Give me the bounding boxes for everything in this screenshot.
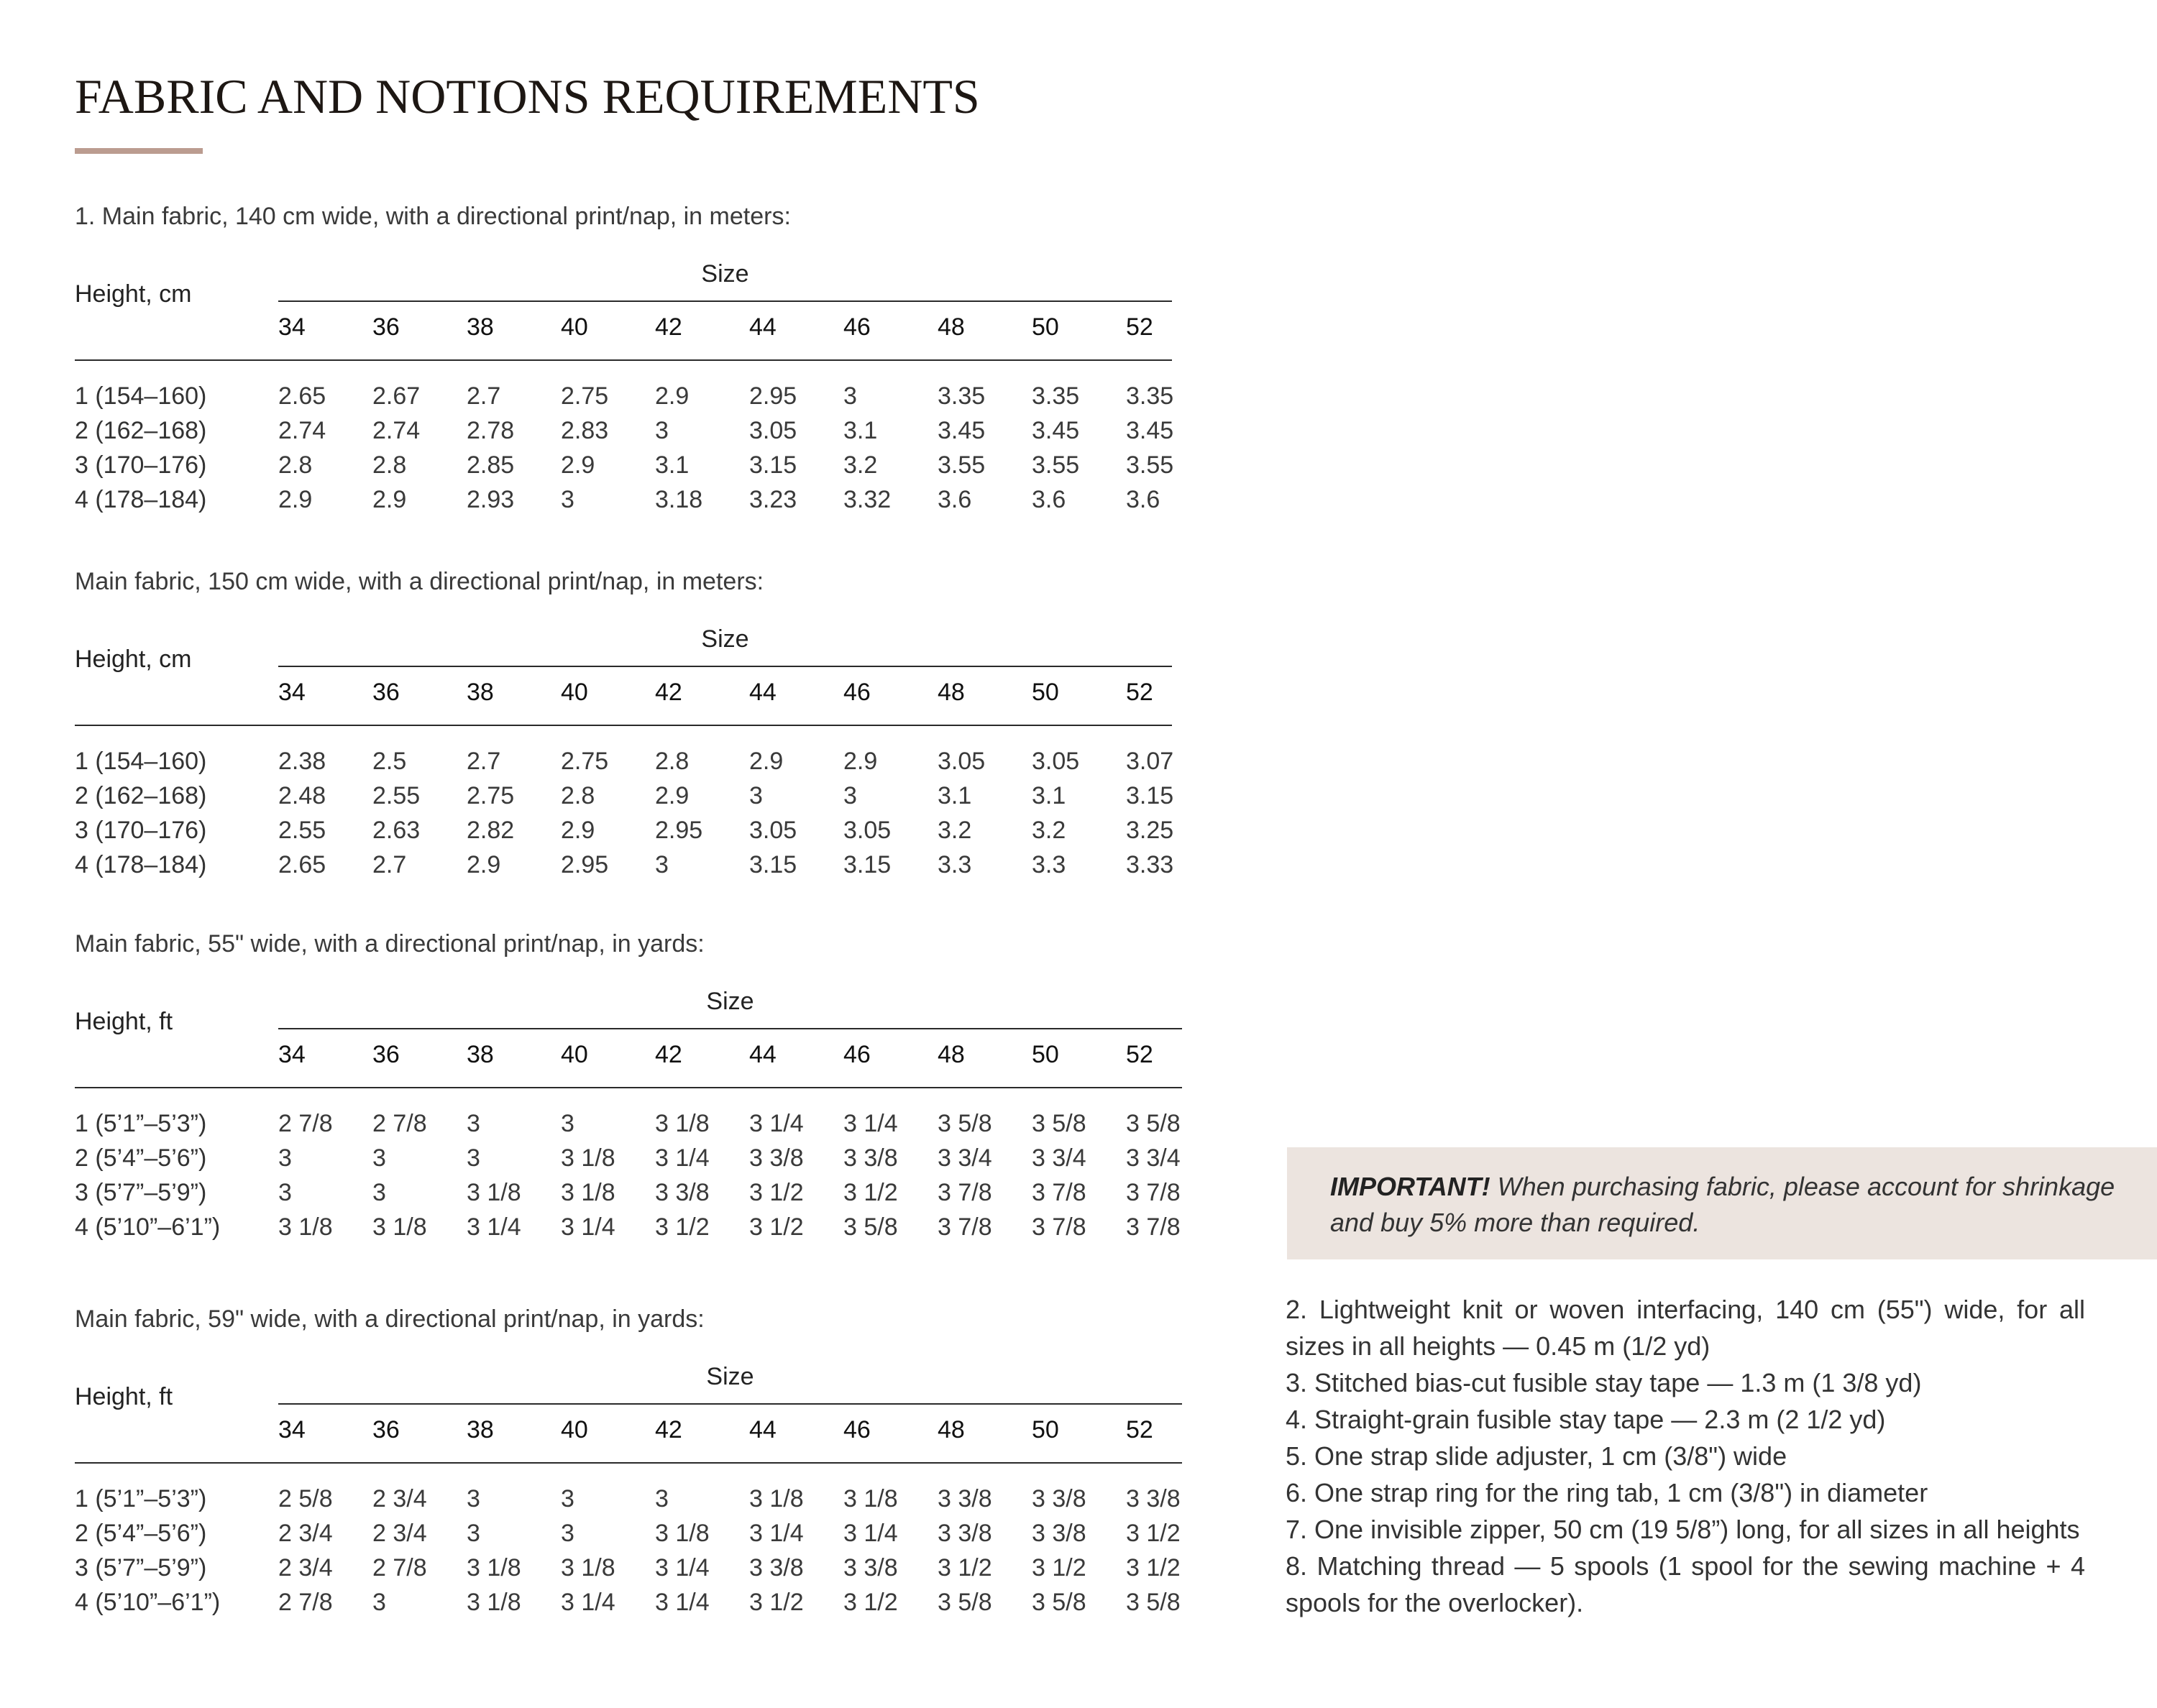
size-label: Size (701, 625, 749, 653)
table-cell: 3 (278, 1144, 292, 1172)
table-cell: 3 3/8 (1032, 1485, 1086, 1512)
fabric-table-section (75, 1305, 1196, 1643)
table-cell: 3 1/2 (843, 1179, 898, 1206)
table-cell: 2.7 (372, 851, 407, 878)
size-label: Size (706, 988, 754, 1015)
table-cell: 2.8 (655, 748, 690, 775)
size-header-cell: 44 (749, 313, 777, 341)
table-cell: 2.38 (278, 748, 326, 775)
table-cell: 3 1/2 (1032, 1554, 1086, 1581)
table-cell: 3.07 (1126, 748, 1174, 775)
size-header-cell: 50 (1032, 1416, 1059, 1443)
table-cell: 3.05 (749, 417, 797, 444)
table-cell: 2.9 (655, 382, 690, 410)
table-cell: 3 7/8 (938, 1213, 992, 1241)
table-cell: 3 7/8 (1032, 1179, 1086, 1206)
size-header-cell: 36 (372, 1041, 400, 1068)
table-cell: 2.95 (561, 851, 609, 878)
table-cell: 3.32 (843, 486, 892, 513)
size-header-cell: 36 (372, 313, 400, 341)
table-cell: 3.35 (1032, 382, 1080, 410)
table-cell: 3 (467, 1144, 480, 1172)
table-cell: 3.15 (1126, 782, 1174, 809)
table-cell: 3 (278, 1179, 292, 1206)
size-header-cell: 52 (1126, 679, 1153, 706)
table-cell: 3.15 (749, 851, 797, 878)
table-cell: 2 3/4 (278, 1554, 333, 1581)
row-height-label: 4 (178–184) (75, 851, 207, 878)
table-cell: 3.15 (843, 851, 892, 878)
size-header-cell: 38 (467, 313, 494, 341)
table-cell: 2.9 (749, 748, 784, 775)
table-cell: 2.5 (372, 748, 407, 775)
table-cell: 2.9 (278, 486, 313, 513)
table-cell: 3 3/8 (843, 1144, 898, 1172)
table-cell: 3 (655, 851, 669, 878)
table-cell: 2 5/8 (278, 1485, 333, 1512)
table-cell: 3 3/8 (1126, 1485, 1181, 1512)
size-header-cell: 42 (655, 313, 682, 341)
table-cell: 3 1/2 (749, 1179, 804, 1206)
table-cell: 3.33 (1126, 851, 1174, 878)
table-cell: 3 7/8 (1126, 1179, 1181, 1206)
size-header-cell: 48 (938, 313, 965, 341)
table-cell: 3 7/8 (938, 1179, 992, 1206)
table-cell: 3 3/8 (938, 1485, 992, 1512)
table-cell: 3 3/4 (1032, 1144, 1086, 1172)
size-header-cell: 48 (938, 679, 965, 706)
notions-list (1286, 1291, 2085, 1621)
table-cell: 3 1/8 (561, 1144, 615, 1172)
table-cell: 2.67 (372, 382, 421, 410)
size-header-cell: 42 (655, 679, 682, 706)
row-height-label: 3 (170–176) (75, 451, 207, 479)
table-cell: 3 (561, 1485, 574, 1512)
table-cell: 3 1/8 (467, 1554, 521, 1581)
row-height-label: 2 (162–168) (75, 417, 207, 444)
table-cell: 3 (561, 1110, 574, 1137)
table-cell: 3 1/8 (467, 1589, 521, 1616)
table-cell: 3.55 (938, 451, 986, 479)
table-cell: 3 5/8 (1126, 1589, 1181, 1616)
table-cell: 2.75 (467, 782, 515, 809)
table-cell: 3.2 (843, 451, 878, 479)
table-cell: 3 1/8 (843, 1485, 898, 1512)
row-height-label: 3 (5’7”–5’9”) (75, 1179, 207, 1206)
size-label: Size (706, 1363, 754, 1390)
size-header-cell: 50 (1032, 679, 1059, 706)
table-cell: 2.48 (278, 782, 326, 809)
size-header-cell: 50 (1032, 313, 1059, 341)
notions-item: 7. One invisible zipper, 50 cm (19 5/8”) long, for all sizes in all heights (1286, 1515, 2080, 1544)
table-cell: 2.8 (372, 451, 407, 479)
table-row (75, 1485, 1196, 1520)
table-cell: 2.55 (372, 782, 421, 809)
size-rule (278, 1028, 1182, 1029)
table-cell: 3 1/4 (655, 1144, 710, 1172)
table-cell: 2.74 (278, 417, 326, 444)
size-rule (278, 1403, 1182, 1405)
table-row (75, 817, 1196, 851)
table-cell: 2 7/8 (278, 1589, 333, 1616)
table-row (75, 417, 1196, 451)
table-cell: 3.3 (1032, 851, 1066, 878)
row-height-label: 3 (5’7”–5’9”) (75, 1554, 207, 1581)
size-header-cell: 44 (749, 1041, 777, 1068)
table-cell: 3 1/8 (749, 1485, 804, 1512)
table-cell: 3.2 (938, 817, 972, 844)
table-cell: 3 1/2 (1126, 1554, 1181, 1581)
size-header-cell: 40 (561, 313, 588, 341)
header-rule (75, 725, 1172, 726)
table-cell: 3 1/8 (561, 1179, 615, 1206)
title-underline (75, 148, 203, 154)
table-cell: 3 (467, 1520, 480, 1547)
table-cell: 2 3/4 (372, 1485, 427, 1512)
table-cell: 3 (843, 382, 857, 410)
table-cell: 3 (467, 1110, 480, 1137)
table-row (75, 1520, 1196, 1554)
height-column-label: Height, ft (75, 1008, 173, 1035)
table-cell: 3 5/8 (1126, 1110, 1181, 1137)
row-height-label: 4 (178–184) (75, 486, 207, 513)
table-cell: 3 (561, 486, 574, 513)
table-cell: 3 3/8 (843, 1554, 898, 1581)
row-height-label: 2 (5’4”–5’6”) (75, 1144, 207, 1172)
table-cell: 3.55 (1126, 451, 1174, 479)
row-height-label: 4 (5’10”–6’1”) (75, 1589, 221, 1616)
table-cell: 3 1/8 (655, 1520, 710, 1547)
table-row (75, 1110, 1196, 1144)
table-cell: 3 (467, 1485, 480, 1512)
size-header-cell: 40 (561, 1041, 588, 1068)
fabric-table-section (75, 203, 1196, 541)
table-cell: 3 5/8 (1032, 1589, 1086, 1616)
table-cell: 2.83 (561, 417, 609, 444)
table-cell: 3 (561, 1520, 574, 1547)
row-height-label: 4 (5’10”–6’1”) (75, 1213, 221, 1241)
table-cell: 3.45 (1126, 417, 1174, 444)
table-cell: 3.45 (1032, 417, 1080, 444)
table-cell: 3.05 (843, 817, 892, 844)
size-header-cell: 38 (467, 1041, 494, 1068)
size-header-cell: 40 (561, 1416, 588, 1443)
size-header-cell: 38 (467, 679, 494, 706)
table-cell: 3 1/8 (372, 1213, 427, 1241)
row-height-label: 1 (154–160) (75, 382, 207, 410)
size-header-cell: 42 (655, 1041, 682, 1068)
notions-item: 6. One strap ring for the ring tab, 1 cm (3/8") in diameter (1286, 1478, 1928, 1507)
table-row (75, 451, 1196, 486)
table-cell: 2 7/8 (372, 1110, 427, 1137)
table-row (75, 851, 1196, 886)
table-caption: Main fabric, 150 cm wide, with a directional print/nap, in meters: (75, 568, 764, 595)
table-cell: 3.15 (749, 451, 797, 479)
table-cell: 3 1/4 (655, 1554, 710, 1581)
table-cell: 2.9 (467, 851, 501, 878)
table-cell: 3 1/4 (561, 1589, 615, 1616)
table-row (75, 382, 1196, 417)
table-cell: 3 3/8 (938, 1520, 992, 1547)
table-cell: 3.6 (1032, 486, 1066, 513)
important-lead: IMPORTANT! (1330, 1172, 1490, 1201)
row-height-label: 3 (170–176) (75, 817, 207, 844)
table-row (75, 1554, 1196, 1589)
size-header-cell: 44 (749, 679, 777, 706)
table-row (75, 782, 1196, 817)
table-cell: 3 5/8 (1032, 1110, 1086, 1137)
size-header-cell: 52 (1126, 1041, 1153, 1068)
table-cell: 3.1 (655, 451, 690, 479)
table-cell: 2.65 (278, 382, 326, 410)
table-cell: 2 3/4 (278, 1520, 333, 1547)
table-cell: 3 1/4 (749, 1520, 804, 1547)
height-column-label: Height, ft (75, 1383, 173, 1410)
table-cell: 3.3 (938, 851, 972, 878)
notions-item: 8. Matching thread — 5 spools (1 spool for the sewing machine + 4 spools for the overlocker). (1286, 1551, 2085, 1617)
important-body: When purchasing fabric, please account for shrinkage and buy 5% more than required. (1330, 1172, 2115, 1237)
table-row (75, 1213, 1196, 1248)
table-cell: 3 3/8 (655, 1179, 710, 1206)
table-cell: 3 7/8 (1032, 1213, 1086, 1241)
table-cell: 3 5/8 (938, 1589, 992, 1616)
table-row (75, 1144, 1196, 1179)
table-cell: 3.2 (1032, 817, 1066, 844)
table-cell: 2.74 (372, 417, 421, 444)
table-cell: 3 1/2 (749, 1589, 804, 1616)
table-caption: 1. Main fabric, 140 cm wide, with a directional print/nap, in meters: (75, 203, 791, 230)
table-cell: 2.78 (467, 417, 515, 444)
size-label: Size (701, 260, 749, 288)
size-header-cell: 46 (843, 1416, 871, 1443)
header-rule (75, 1462, 1182, 1464)
table-cell: 2 3/4 (372, 1520, 427, 1547)
table-cell: 3.05 (1032, 748, 1080, 775)
table-cell: 2 7/8 (278, 1110, 333, 1137)
table-cell: 2.7 (467, 748, 501, 775)
size-header-cell: 50 (1032, 1041, 1059, 1068)
page-title: FABRIC AND NOTIONS REQUIREMENTS (75, 69, 980, 124)
table-cell: 3 1/4 (561, 1213, 615, 1241)
size-rule (278, 300, 1172, 302)
header-rule (75, 1087, 1182, 1088)
size-header-cell: 36 (372, 679, 400, 706)
row-height-label: 1 (5’1”–5’3”) (75, 1485, 207, 1512)
table-cell: 2.9 (372, 486, 407, 513)
table-cell: 2.82 (467, 817, 515, 844)
table-cell: 3.25 (1126, 817, 1174, 844)
table-cell: 3 (372, 1589, 386, 1616)
table-cell: 2.95 (655, 817, 703, 844)
table-cell: 3.6 (1126, 486, 1160, 513)
table-cell: 3 3/8 (749, 1554, 804, 1581)
table-cell: 3.1 (938, 782, 972, 809)
table-cell: 2.9 (843, 748, 878, 775)
table-caption: Main fabric, 55" wide, with a directional print/nap, in yards: (75, 930, 705, 958)
size-header-cell: 44 (749, 1416, 777, 1443)
table-cell: 3 1/4 (843, 1110, 898, 1137)
height-column-label: Height, cm (75, 280, 192, 308)
table-cell: 2.85 (467, 451, 515, 479)
table-cell: 3 3/8 (1032, 1520, 1086, 1547)
table-cell: 3.1 (843, 417, 878, 444)
table-cell: 2.65 (278, 851, 326, 878)
table-cell: 2.55 (278, 817, 326, 844)
size-header-cell: 34 (278, 1041, 306, 1068)
table-cell: 3.45 (938, 417, 986, 444)
table-cell: 3 1/2 (938, 1554, 992, 1581)
table-cell: 2.8 (278, 451, 313, 479)
table-cell: 3 5/8 (843, 1213, 898, 1241)
table-cell: 3 1/2 (843, 1589, 898, 1616)
table-cell: 3 (749, 782, 763, 809)
table-cell: 3 1/2 (749, 1213, 804, 1241)
table-cell: 3 1/4 (843, 1520, 898, 1547)
notions-item: 2. Lightweight knit or woven interfacing, 140 cm (55") wide, for all sizes in all heights — 0.45 m (1/2 yd) (1286, 1295, 2085, 1361)
size-header-cell: 52 (1126, 1416, 1153, 1443)
size-header-cell: 34 (278, 1416, 306, 1443)
table-cell: 2.8 (561, 782, 595, 809)
table-cell: 3 3/8 (749, 1144, 804, 1172)
table-cell: 3 5/8 (938, 1110, 992, 1137)
table-cell: 3.35 (938, 382, 986, 410)
table-cell: 3 1/4 (749, 1110, 804, 1137)
notions-item: 3. Stitched bias-cut fusible stay tape — 1.3 m (1 3/8 yd) (1286, 1368, 1922, 1397)
table-cell: 3 (655, 417, 669, 444)
size-header-cell: 48 (938, 1041, 965, 1068)
table-cell: 3.18 (655, 486, 703, 513)
table-cell: 2.75 (561, 382, 609, 410)
size-header-cell: 42 (655, 1416, 682, 1443)
important-note (1287, 1147, 2157, 1259)
table-cell: 3.35 (1126, 382, 1174, 410)
table-cell: 3 1/8 (655, 1110, 710, 1137)
fabric-table-section (75, 930, 1196, 1268)
table-cell: 3.23 (749, 486, 797, 513)
table-cell: 3 (655, 1485, 669, 1512)
size-header-cell: 46 (843, 313, 871, 341)
fabric-table-section (75, 568, 1196, 906)
size-header-cell: 52 (1126, 313, 1153, 341)
table-cell: 2.9 (561, 451, 595, 479)
row-height-label: 2 (5’4”–5’6”) (75, 1520, 207, 1547)
table-cell: 3 (372, 1144, 386, 1172)
table-cell: 2.95 (749, 382, 797, 410)
table-cell: 3.55 (1032, 451, 1080, 479)
table-cell: 3 1/4 (467, 1213, 521, 1241)
size-header-cell: 36 (372, 1416, 400, 1443)
table-cell: 2.75 (561, 748, 609, 775)
table-row (75, 1589, 1196, 1623)
size-header-cell: 46 (843, 1041, 871, 1068)
table-row (75, 486, 1196, 520)
table-cell: 2.9 (561, 817, 595, 844)
height-column-label: Height, cm (75, 646, 192, 673)
table-cell: 3 1/8 (278, 1213, 333, 1241)
table-cell: 3 1/4 (655, 1589, 710, 1616)
table-cell: 3.05 (749, 817, 797, 844)
table-cell: 3 1/2 (655, 1213, 710, 1241)
table-row (75, 748, 1196, 782)
table-cell: 2.63 (372, 817, 421, 844)
size-header-cell: 46 (843, 679, 871, 706)
table-cell: 2.93 (467, 486, 515, 513)
size-rule (278, 666, 1172, 667)
table-cell: 3 3/4 (938, 1144, 992, 1172)
table-cell: 3 (372, 1179, 386, 1206)
size-header-cell: 38 (467, 1416, 494, 1443)
size-header-cell: 34 (278, 313, 306, 341)
table-cell: 3.6 (938, 486, 972, 513)
size-header-cell: 48 (938, 1416, 965, 1443)
table-cell: 3 1/2 (1126, 1520, 1181, 1547)
important-text (1330, 1169, 2121, 1241)
table-cell: 2.7 (467, 382, 501, 410)
table-cell: 3 1/8 (467, 1179, 521, 1206)
table-cell: 2 7/8 (372, 1554, 427, 1581)
table-row (75, 1179, 1196, 1213)
table-caption: Main fabric, 59" wide, with a directional print/nap, in yards: (75, 1305, 705, 1333)
row-height-label: 1 (154–160) (75, 748, 207, 775)
row-height-label: 1 (5’1”–5’3”) (75, 1110, 207, 1137)
table-cell: 2.9 (655, 782, 690, 809)
row-height-label: 2 (162–168) (75, 782, 207, 809)
table-cell: 3.1 (1032, 782, 1066, 809)
table-cell: 3.05 (938, 748, 986, 775)
table-cell: 3 (843, 782, 857, 809)
header-rule (75, 359, 1172, 361)
table-cell: 3 7/8 (1126, 1213, 1181, 1241)
size-header-cell: 40 (561, 679, 588, 706)
size-header-cell: 34 (278, 679, 306, 706)
notions-item: 4. Straight-grain fusible stay tape — 2.3 m (2 1/2 yd) (1286, 1405, 1886, 1434)
table-cell: 3 1/8 (561, 1554, 615, 1581)
table-cell: 3 3/4 (1126, 1144, 1181, 1172)
notions-item: 5. One strap slide adjuster, 1 cm (3/8") wide (1286, 1441, 1787, 1471)
